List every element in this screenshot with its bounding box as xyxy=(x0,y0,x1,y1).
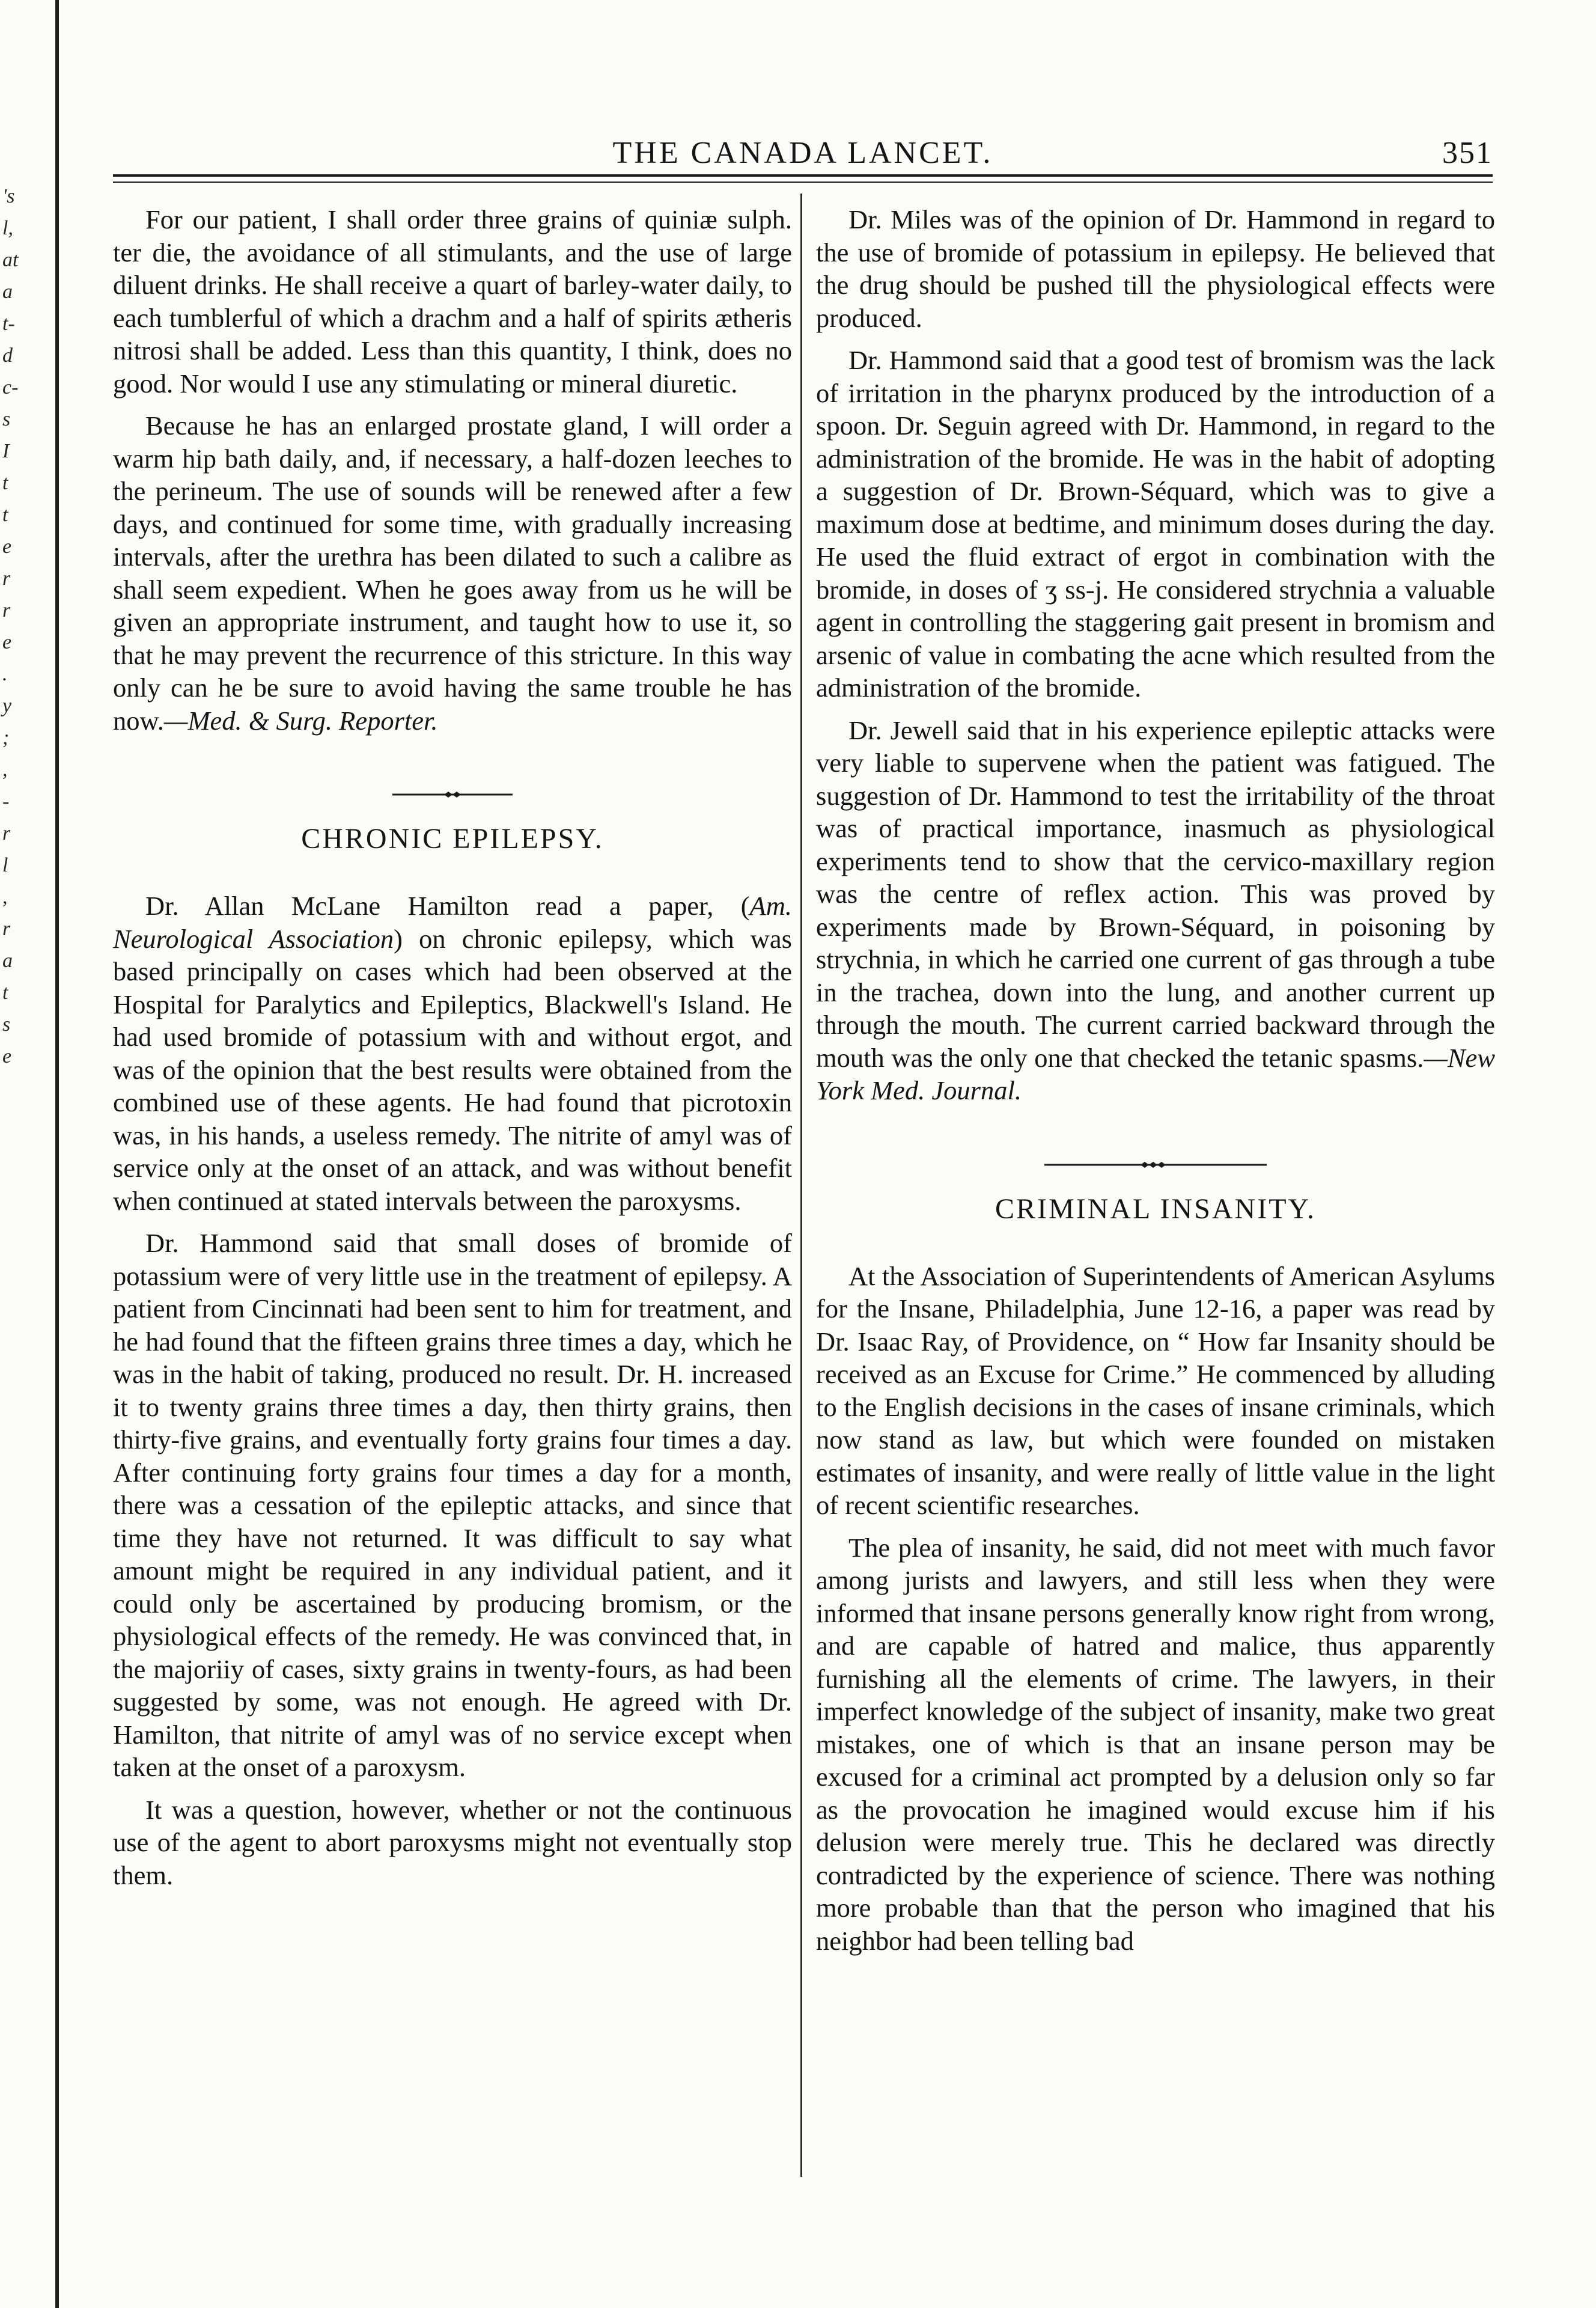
margin-fragment: t- xyxy=(2,313,15,335)
margin-fragment: I xyxy=(2,440,10,462)
paragraph-text: Dr. Jewell said that in his experience epileptic attacks were very liable to supervene when the patient was fatigued. The suggestion of Dr. Hammond to test the irritability of the throat was of practical importance, inasmuch as physiological experiments tend to show that the cervico-maxillary region was the centre of reflex action. This was proved by experiments made by Brown-Séquard, in poisoning by strychnia, in which he carried one current of gas through a tube in the trachea, down into the lung, and another current up through the mouth. The current carried backward through the mouth was the only one that checked the tetanic spasms. xyxy=(816,715,1495,1073)
binding-edge-rule xyxy=(55,0,59,2308)
margin-fragment: d xyxy=(2,344,13,367)
margin-fragment: l xyxy=(2,854,8,876)
page-number: 351 xyxy=(1442,136,1493,170)
header-rule xyxy=(113,174,1493,177)
margin-fragment: a xyxy=(2,950,13,972)
running-header xyxy=(113,135,1493,174)
margin-fragment: r xyxy=(2,567,11,590)
journal-title: THE CANADA LANCET. xyxy=(612,136,993,170)
margin-fragment: e xyxy=(2,631,12,653)
margin-fragment: l, xyxy=(2,217,13,239)
margin-fragment: at xyxy=(2,249,19,271)
facing-page-margin-text xyxy=(2,180,38,1072)
paragraph-text: Dr. Allan McLane Hamilton read a paper, ( xyxy=(145,891,750,921)
margin-fragment: . xyxy=(2,663,8,685)
right-column xyxy=(816,203,1495,1957)
section-heading: CHRONIC EPILEPSY. xyxy=(301,823,604,855)
source-citation: Am. Neurological Association xyxy=(113,891,792,954)
margin-fragment: t xyxy=(2,472,8,494)
margin-fragment: s xyxy=(2,408,11,430)
paragraph: At the Association of Superintendents of American Asylums for the Insane, Philadelphia, June 12-16, a paper was read by Dr. Isaac Ray, of Providence, on “ How far Insanity should be received as an Excuse for Crime.” He commenced by alluding to the English decisions in the cases of insane criminals, which now stand as law, but which were founded on mistaken estimates of insanity, and were really of little value in the light of recent scientific researches. xyxy=(816,1260,1495,1520)
section-ornament xyxy=(113,775,792,793)
margin-fragment: c- xyxy=(2,376,19,398)
column-divider xyxy=(800,194,802,2177)
paragraph: The plea of insanity, he said, did not meet with much favor among jurists and lawyers, and still less when they were informed that insane persons generally know right from wrong, and are capable of hatred and malice, thus apparently furnishing all the elements of crime. The lawyers, in their imperfect knowledge of the subject of insanity, make two great mistakes, one of which is that an insane person may be excused for a criminal act prompted by a delusion only so far as the provocation he imagined would excuse him if his delusion were merely true. This he declared was directly contradicted by the experience of science. There was nothing more probable than that the person who imagined that his neighbor had been telling bad xyxy=(816,1532,1495,1956)
margin-fragment: a xyxy=(2,281,13,303)
paragraph: Dr. Miles was of the opinion of Dr. Hammond in regard to the use of bromide of potassium in epilepsy. He believed that the drug should be pushed till the physiological effects were produced. xyxy=(816,204,1495,333)
margin-fragment: ; xyxy=(2,727,10,749)
section-heading: CRIMINAL INSANITY. xyxy=(995,1192,1316,1225)
margin-fragment: - xyxy=(2,790,10,813)
paragraph: Dr. Hammond said that small doses of bromide of potassium were of very little use in the treatment of epilepsy. A patient from Cincinnati had been sent to him for treatment, and he had found that the fifteen grains three times a day, which he was in the habit of taking, produced no result. Dr. H. increased it to twenty grains three times a day, then thirty grains, then thirty-five grains, and eventually forty grains four times a day. After continuing forty grains four times a day for a month, there was a cessation of the epileptic attacks, and since that time they have not returned. It was difficult to say what amount might be required in any individual patient, and it could only be ascertained by producing bromism, or the physiological effects of the remedy. He was convinced that, in the majoriiy of cases, sixty grains in twenty-fours, as had been suggested by some, was not enough. He agreed with Dr. Hamilton, that nitrite of amyl was of no service except when taken at the onset of a paroxysm. xyxy=(113,1228,792,1782)
source-citation: —Med. & Surg. Reporter. xyxy=(163,705,438,736)
paragraph xyxy=(113,890,792,1217)
paragraph xyxy=(113,409,792,737)
margin-fragment: t xyxy=(2,504,8,526)
paragraph: Dr. Hammond said that a good test of bromism was the lack of irritation in the pharynx produced by the introduction of a spoon. Dr. Seguin agreed with Dr. Hammond, in regard to the administration of the bromide. He was in the habit of adopting a suggestion of Dr. Brown-Séquard, which was to give a maximum dose at bedtime, and minimum doses during the day. He used the fluid extract of ergot in combination with the bromide, in doses of ʒ ss-j. He considered strychnia a valuable agent in controlling the staggering gait present in bromism and arsenic of value in combating the acne which resulted from the administration of the bromide. xyxy=(816,345,1495,703)
margin-fragment: r xyxy=(2,822,11,844)
paragraph xyxy=(816,714,1495,1107)
margin-fragment: y xyxy=(2,695,12,717)
section-ornament xyxy=(816,1146,1495,1164)
margin-fragment: t xyxy=(2,982,8,1004)
margin-fragment: r xyxy=(2,918,11,940)
margin-fragment: e xyxy=(2,536,12,558)
margin-fragment: , xyxy=(2,759,8,781)
source-citation: —New York Med. Journal. xyxy=(816,1042,1495,1105)
left-column xyxy=(113,203,792,1891)
paragraph: For our patient, I shall order three grains of quiniæ sulph. ter die, the avoidance of all stimulants, and the use of large diluent drinks. He shall receive a quart of barley-water daily, to each tumblerful of which a drachm and a half of spirits ætheris nitrosi shall be added. Less than this quantity, I think, does no good. Nor would I use any stimulating or mineral diuretic. xyxy=(113,204,792,398)
margin-fragment: e xyxy=(2,1045,12,1067)
margin-fragment: 's xyxy=(2,185,15,207)
margin-fragment: , xyxy=(2,886,8,908)
paragraph-text: ) on chronic epilepsy, which was based principally on cases which had been observed at the Hospital for Paralytics and Epileptics, Blackwell's Island. He had used bromide of potassium with and without ergot, and was of the opinion that the best results were obtained from the combined use of these agents. He had found that picrotoxin was, in his hands, a useless remedy. The nitrite of amyl was of service only at the onset of an attack, and was without benefit when continued at stated intervals between the paroxysms. xyxy=(113,923,793,1216)
header-rule-thin xyxy=(113,182,1493,183)
paragraph-text: Because he has an enlarged prostate gland, I will order a warm hip bath daily, and, if necessary, a half-dozen leeches to the perineum. The use of sounds will be renewed after a few days, and continued for some time, with gradually increasing intervals, after the urethra has been dilated to such a calibre as shall seem expedient. When he goes away from us he will be given an appropriate instrument, and taught how to use it, so that he may prevent the recurrence of this stricture. In this way only can he be sure to avoid having the same trouble he has now. xyxy=(113,411,792,736)
margin-fragment: r xyxy=(2,599,11,621)
margin-fragment: s xyxy=(2,1013,11,1036)
paragraph: It was a question, however, whether or not the continuous use of the agent to abort paroxysms might not eventually stop them. xyxy=(113,1794,792,1890)
